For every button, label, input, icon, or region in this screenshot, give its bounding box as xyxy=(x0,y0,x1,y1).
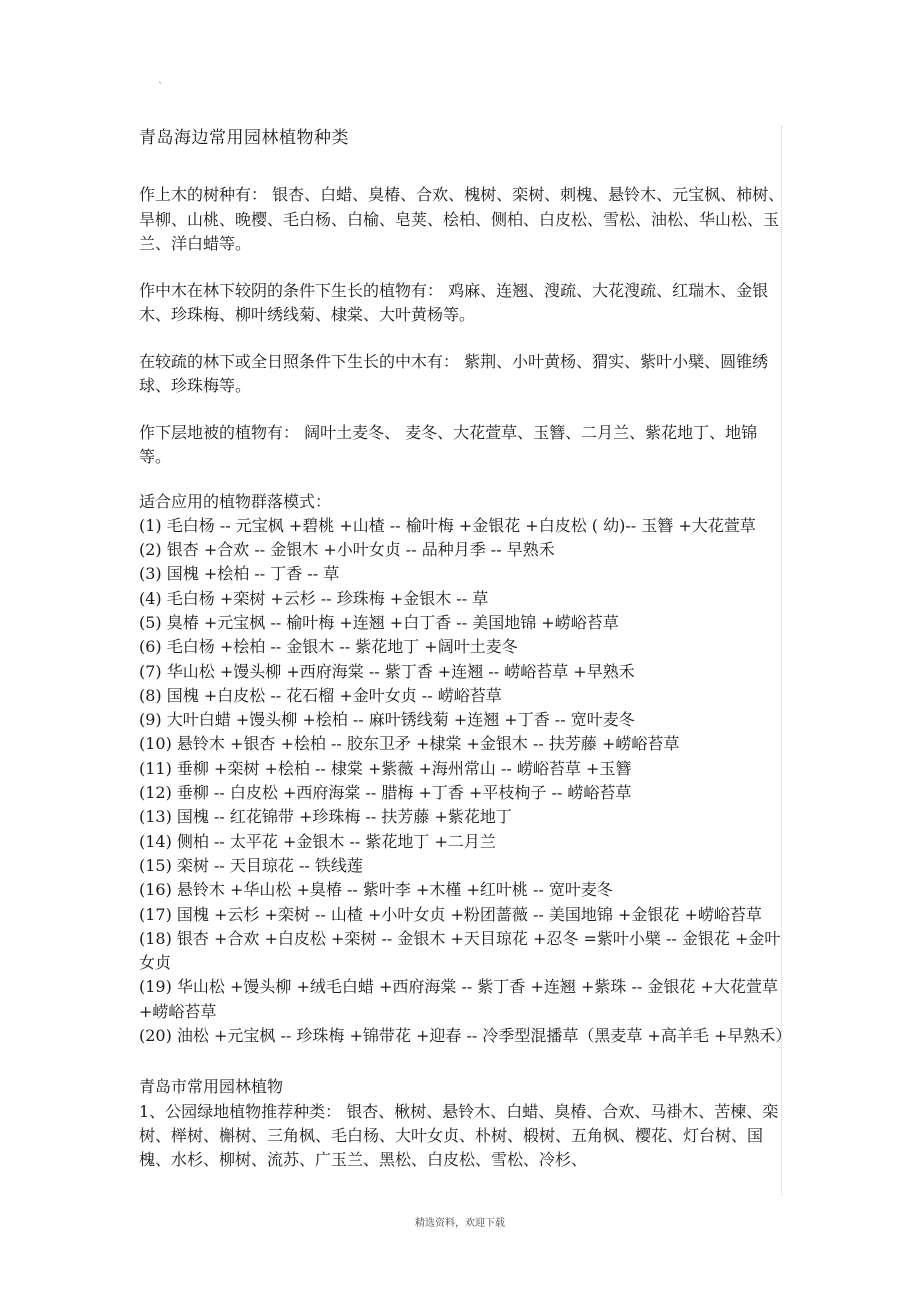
list-item: (2) 银杏 +合欢 -- 金银木 +小叶女贞 -- 品种月季 -- 早熟禾 xyxy=(139,540,555,560)
list-item: (12) 垂柳 -- 白皮松 +西府海棠 -- 腊梅 +丁香 +平枝栒子 -- 崂峪苔草 xyxy=(139,783,632,803)
community-heading: 适合应用的植物群落模式： xyxy=(139,491,332,511)
community-list xyxy=(139,490,792,1049)
paragraph-upper-trees: 作上木的树种有： 银杏、白蜡、臭椿、合欢、槐树、栾树、刺槐、悬铃木、元宝枫、柿树、旱柳、山桃、晚樱、毛白杨、白榆、皂荚、桧柏、侧柏、白皮松、雪松、油松、华山松、玉兰、洋白蜡等。 xyxy=(139,185,785,253)
list-item: (17) 国槐 +云杉 +栾树 -- 山楂 +小叶女贞 +粉团蔷薇 -- 美国地锦 +金银花 +崂峪苔草 xyxy=(139,904,762,924)
list-item: (3) 国槐 +桧柏 -- 丁香 -- 草 xyxy=(139,564,340,584)
paragraph-ground-cover: 作下层地被的植物有： 阔叶土麦冬、 麦冬、大花萱草、玉簪、二月兰、紫花地丁、地锦等。 xyxy=(139,422,758,466)
list-item: (4) 毛白杨 +栾树 +云杉 -- 珍珠梅 +金银木 -- 草 xyxy=(139,588,489,608)
section-heading: 青岛市常用园林植物 xyxy=(139,1077,284,1097)
list-item: (15) 栾树 -- 天目琼花 -- 铁线莲 xyxy=(139,855,363,875)
list-item: (11) 垂柳 +栾树 +桧柏 -- 棣棠 +紫薇 +海州常山 -- 崂峪苔草 +玉簪 xyxy=(139,758,632,778)
list-item: (1) 毛白杨 -- 元宝枫 +碧桃 +山楂 -- 榆叶梅 +金银花 +白皮松 ( 幼)-- 玉簪 +大花萱草 xyxy=(139,515,756,535)
page-mark: ` xyxy=(158,82,163,93)
list-item: (20) 油松 +元宝枫 -- 珍珠梅 +锦带花 +迎春 -- 冷季型混播草（黑麦草 +高羊毛 +早熟禾） xyxy=(139,1026,792,1046)
list-item: (16) 悬铃木 +华山松 +臭椿 -- 紫叶李 +木槿 +红叶桃 -- 宽叶麦冬 xyxy=(139,880,613,900)
list-item: (6) 毛白杨 +桧柏 -- 金银木 -- 紫花地丁 +阔叶土麦冬 xyxy=(139,637,518,657)
paragraph-shade-middle-trees: 作中木在林下较阴的条件下生长的植物有： 鸡麻、连翘、溲疏、大花溲疏、红瑞木、金银木、珍珠梅、柳叶绣线菊、棣棠、大叶黄杨等。 xyxy=(139,280,769,324)
page-footer: 精选资料，欢迎下载 xyxy=(415,1218,505,1229)
list-item: (7) 华山松 +馒头柳 +西府海棠 -- 紫丁香 +连翘 -- 崂峪苔草 +早熟禾 xyxy=(139,661,635,681)
list-item: (9) 大叶白蜡 +馒头柳 +桧柏 -- 麻叶锈线菊 +连翘 +丁香 -- 宽叶麦冬 xyxy=(139,710,635,730)
paragraph-sun-middle-trees: 在较疏的林下或全日照条件下生长的中木有： 紫荆、小叶黄杨、猬实、紫叶小檗、圆锥绣球、珍珠梅等。 xyxy=(139,351,769,395)
list-item: (14) 侧柏 -- 太平花 +金银木 -- 紫花地丁 +二月兰 xyxy=(139,831,496,851)
list-item: (18) 银杏 +合欢 +白皮松 +栾树 -- 金银木 +天目琼花 +忍冬 =紫叶小檗 -- 金银花 +金叶女贞 xyxy=(139,928,781,973)
list-item: (5) 臭椿 +元宝枫 -- 榆叶梅 +连翘 +白丁香 -- 美国地锦 +崂峪苔草 xyxy=(139,612,619,632)
section-city-plants xyxy=(139,1075,785,1172)
document-title: 青岛海边常用园林植物种类 xyxy=(139,128,349,148)
document-body xyxy=(139,124,792,1173)
park-plants-paragraph: 1、公园绿地植物推荐种类： 银杏、楸树、悬铃木、白蜡、臭椿、合欢、马褂木、苦楝、栾树、榉树、槲树、三角枫、毛白杨、大叶女贞、朴树、椴树、五角枫、樱花、灯台树、国槐、水杉、柳树、流苏、广玉兰、黑松、白皮松、雪松、冷杉、 xyxy=(139,1101,779,1170)
list-item: (19) 华山松 +馒头柳 +绒毛白蜡 +西府海棠 -- 紫丁香 +连翘 +紫珠 -- 金银花 +大花萱草 +崂峪苔草 xyxy=(139,977,778,1021)
list-item: (10) 悬铃木 +银杏 +桧柏 -- 胶东卫矛 +棣棠 +金银木 -- 扶芳藤 +崂峪苔草 xyxy=(139,734,680,754)
list-item: (8) 国槐 +白皮松 -- 花石榴 +金叶女贞 -- 崂峪苔草 xyxy=(139,685,502,705)
list-item: (13) 国槐 -- 红花锦带 +珍珠梅 -- 扶芳藤 +紫花地丁 xyxy=(139,807,512,827)
